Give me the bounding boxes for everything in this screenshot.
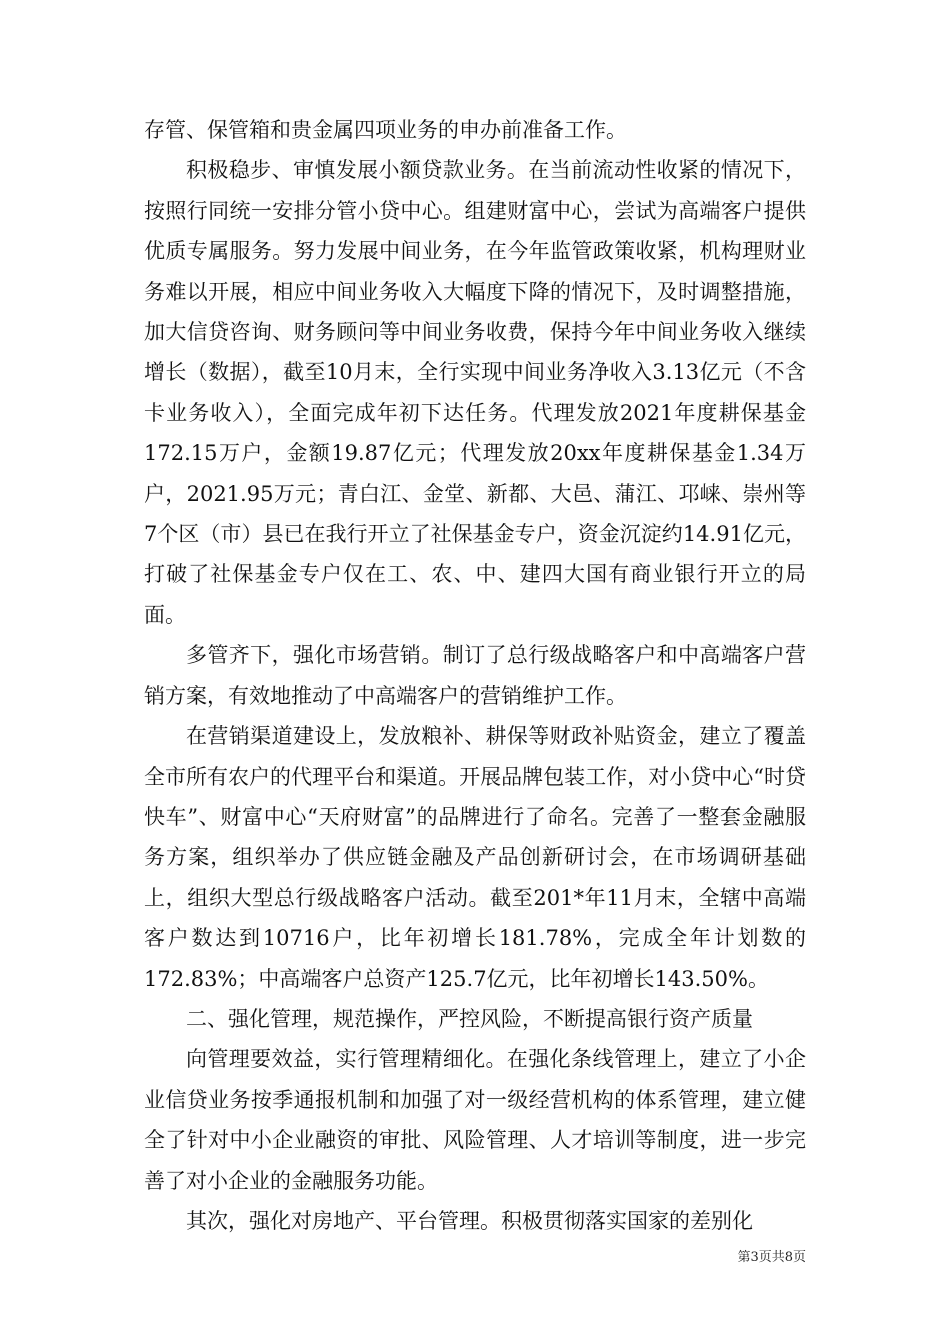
paragraph-continuation: 存管、保管箱和贵金属四项业务的申办前准备工作。 [144,118,627,142]
paragraph-channels: 在营销渠道建设上，发放粮补、耕保等财政补贴资金，建立了覆盖全市所有农户的代理平台和渠道。开展品牌包装工作，对小贷中心“时贷快车”、财富中心“天府财富”的品牌进行了命名。完善了一整套金融服务方案，组织举办了供应链金融及产品创新研讨会，在市场调研基础上，组织大型总行级战略客户活动。截至201*年11月末，全辖中高端客户数达到10716户，比年初增长181.78%，完成全年计划数的172.83%；中高端客户总资产125.7亿元，比年初增长143.50%。 [144,724,806,991]
paragraph-microloan: 积极稳步、审慎发展小额贷款业务。在当前流动性收紧的情况下，按照行同统一安排分管小贷中心。组建财富中心，尝试为高端客户提供优质专属服务。努力发展中间业务，在今年监管政策收紧，机构理财业务难以开展，相应中间业务收入大幅度下降的情况下，及时调整措施，加大信贷咨询、财务顾问等中间业务收费，保持今年中间业务收入继续增长（数据），截至10月末，全行实现中间业务净收入3.13亿元（不含卡业务收入），全面完成年初下达任务。代理发放2021年度耕保基金172.15万户，金额19.87亿元；代理发放20xx年度耕保基金1.34万户，2021.95万元；青白江、金堂、新都、大邑、蒲江、邛崃、崇州等7个区（市）县已在我行开立了社保基金专户，资金沉淀约14.91亿元，打破了社保基金专户仅在工、农、中、建四大国有商业银行开立的局面。 [144,158,806,627]
page-number-footer: 第3页共8页 [737,1250,806,1265]
paragraph-marketing: 多管齐下，强化市场营销。制订了总行级战略客户和中高端客户营销方案，有效地推动了中高端客户的营销维护工作。 [144,643,806,708]
paragraph-real-estate: 其次，强化对房地产、平台管理。积极贯彻落实国家的差别化 [186,1208,753,1233]
document-body [144,110,806,1241]
paragraph-refined-management: 向管理要效益，实行管理精细化。在强化条线管理上，建立了小企业信贷业务按季通报机制和加强了对一级经营机构的体系管理，建立健全了针对中小企业融资的审批、风险管理、人才培训等制度，进一步完善了对小企业的金融服务功能。 [144,1047,806,1193]
section-heading-management: 二、强化管理，规范操作，严控风险，不断提高银行资产质量 [186,1006,753,1031]
